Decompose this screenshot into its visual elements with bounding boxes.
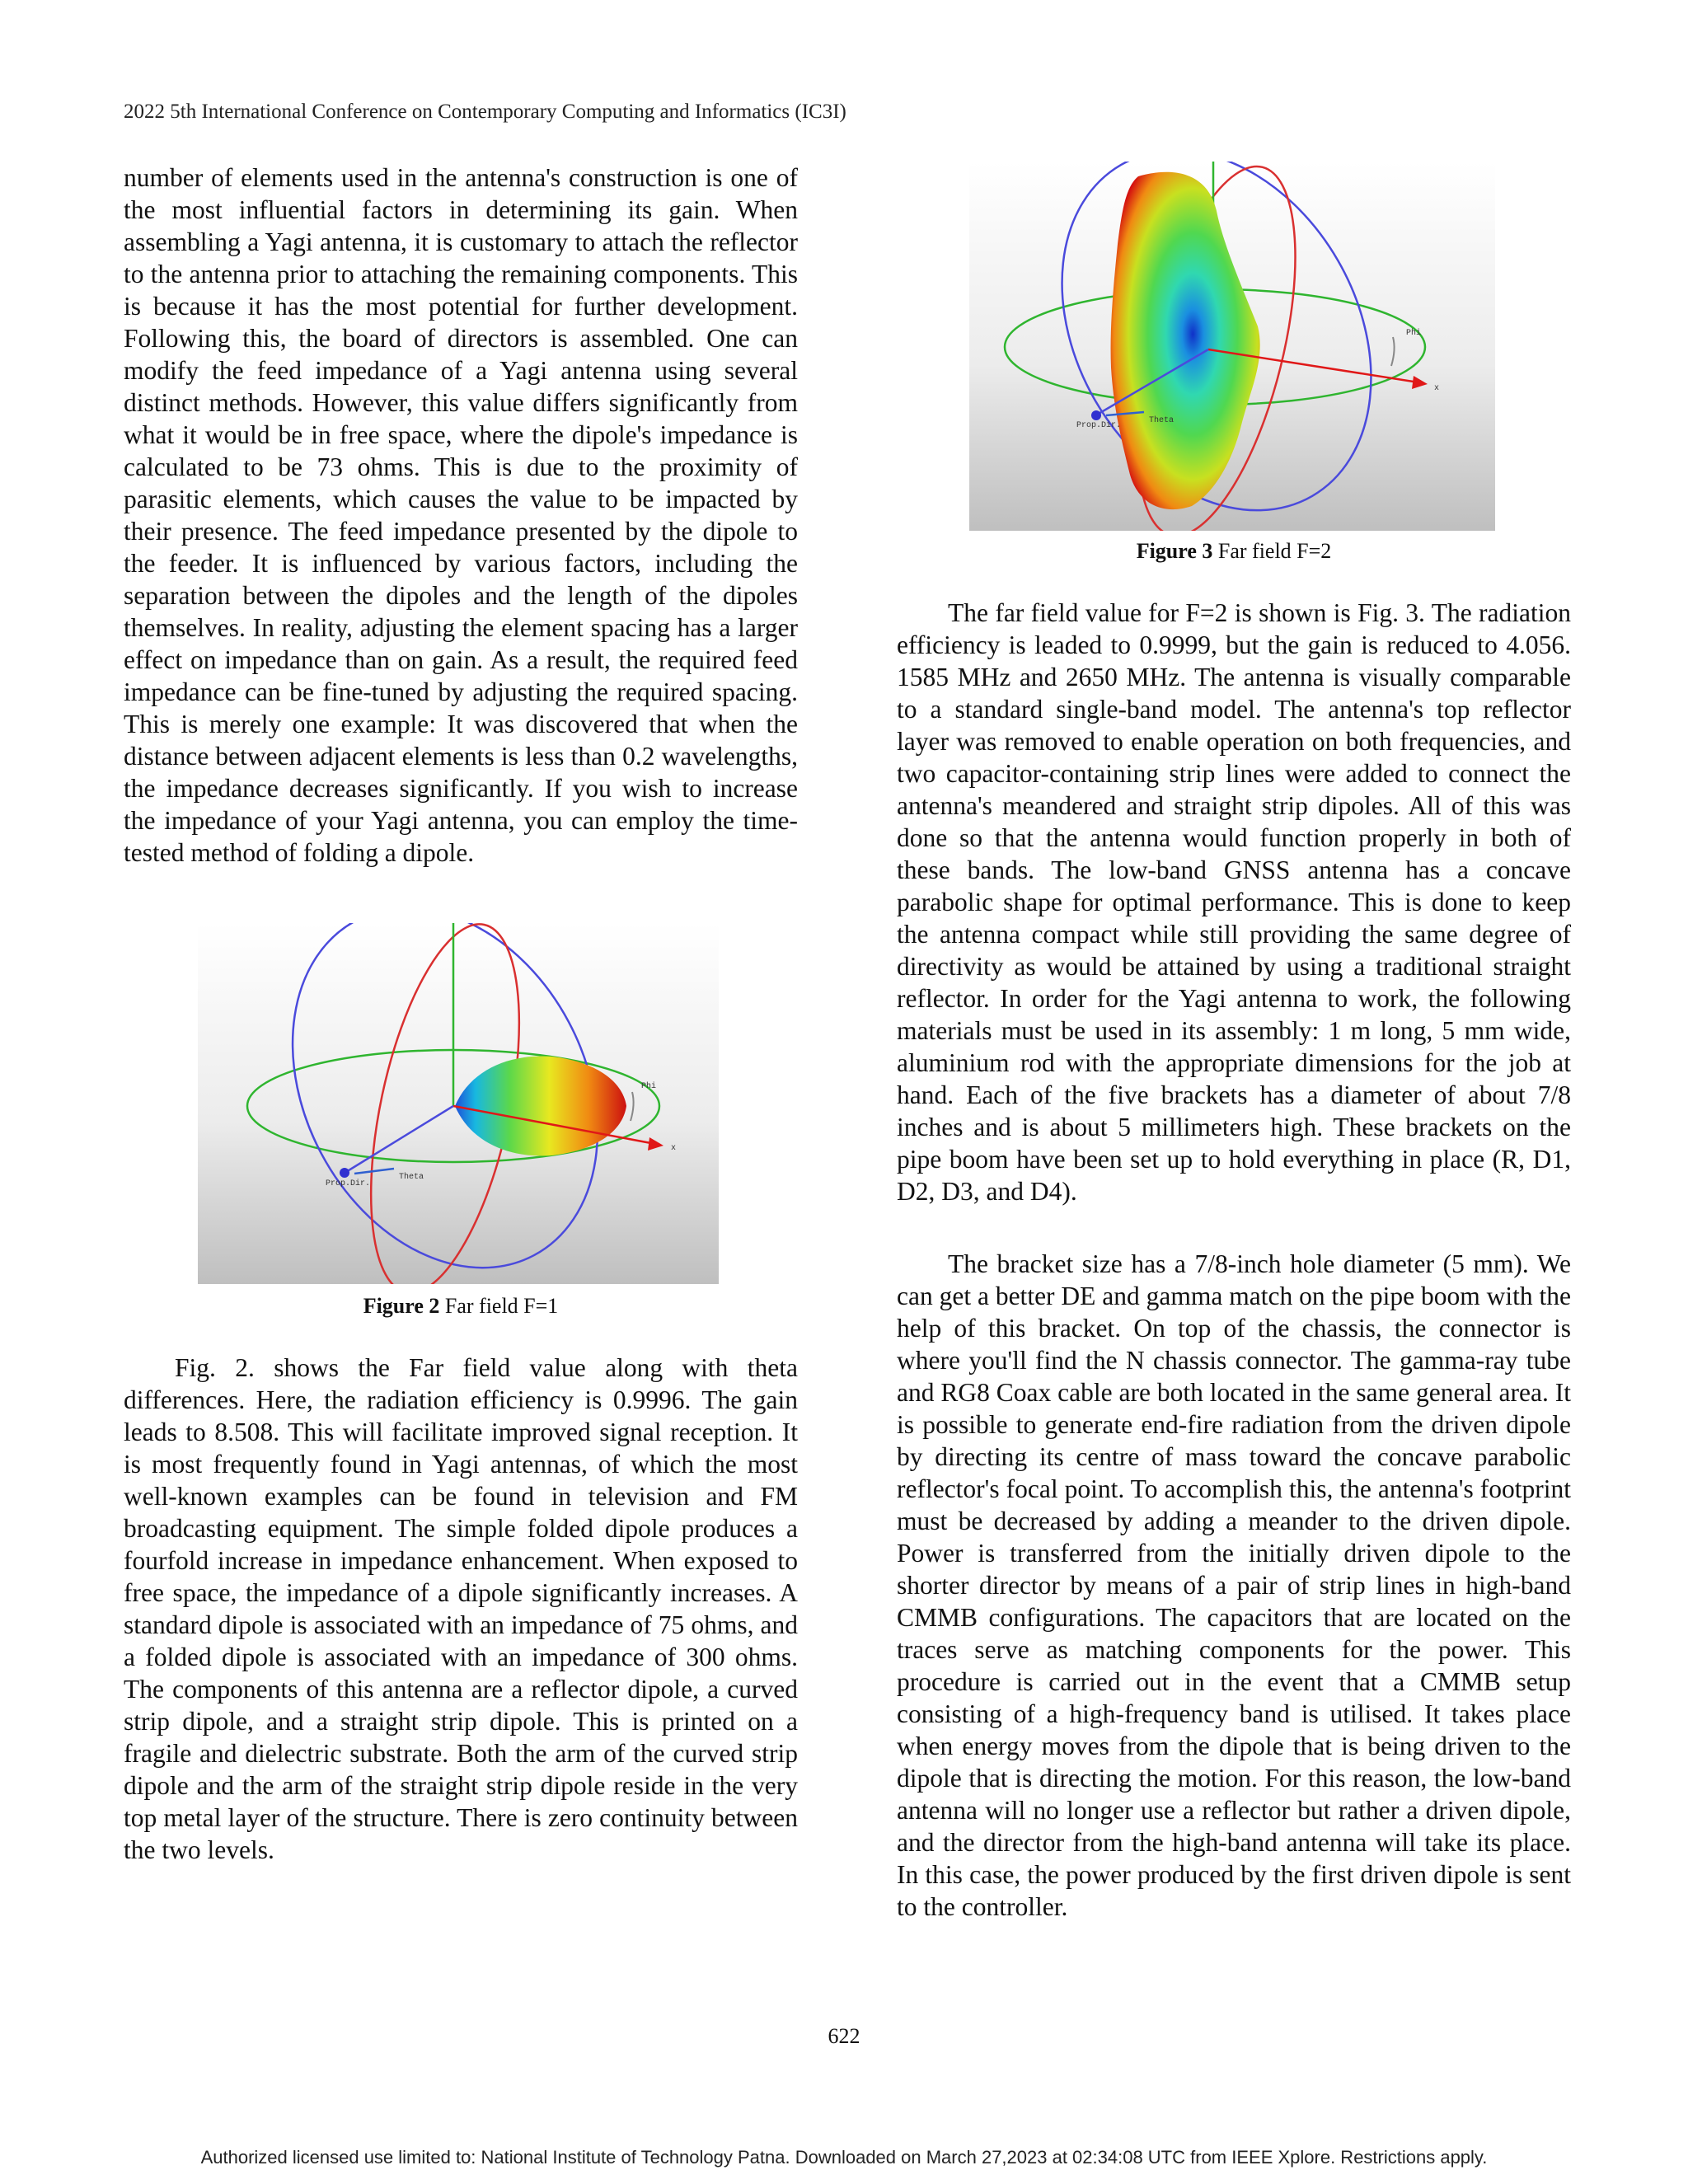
prop-dir-marker [1091,410,1101,420]
figure-2-caption [124,1294,798,1319]
page-number: 622 [828,2024,860,2048]
conference-header: 2022 5th International Conference on Contemporary Computing and Informatics (IC3I) [124,101,846,123]
theta-label: Theta [1149,416,1175,425]
x-axis-arrow [648,1137,663,1151]
figure-3-caption [897,539,1571,564]
left-paragraph-2: Fig. 2. shows the Far field value along with theta differences. Here, the radiation efficiency is 0.9996. The gain leads to 8.508. This will facilitate improved signal reception. It is most frequently found in Yagi antennas, of which the most well-known examples can be found in television and FM broadcasting equipment. The simple folded dipole produces a fourfold increase in impedance enhancement. When exposed to free space, the impedance of a dipole significantly increases. A standard dipole is associated with an impedance of 75 ohms, and a folded dipole is associated with an impedance of 300 ohms. The components of this antenna are a reflector dipole, a curved strip dipole, and a straight strip dipole. This is printed on a fragile and dielectric substrate. Both the arm of the curved strip dipole and the arm of the straight strip dipole reside in the very top metal layer of the structure. There is zero continuity between the two levels. [124,1353,798,1864]
x-label: x [671,1144,677,1153]
right-paragraph-1: The far field value for F=2 is shown is Fig. 3. The radiation efficiency is leaded to 0.9999, but the gain is reduced to 4.056. 1585 MHz and 2650 MHz. The antenna is visually comparable to a standard single-band model. The antenna's top reflector layer was removed to enable operation on both frequencies, and two capacitor-containing strip lines were added to connect the antenna's meandered and straight strip dipoles. All of this was done so that the antenna would function properly in both of these bands. The low-band GNSS antenna has a concave parabolic shape for optimal performance. This is done to keep the antenna compact while still providing the same degree of directivity as would be attained by using a traditional straight reflector. In order for the Yagi antenna to work, the following materials must be used in its assembly: 1 m long, 5 mm wide, aluminium rod with the appropriate dimensions for the job at hand. Each of the five brackets has a diameter of about 7/8 inches and is about 5 millimeters high. These brackets on the pipe boom have been set up to hold everything in place (R, D1, D2, D3, and D4). [897,598,1571,1206]
figure-3-image [969,162,1495,531]
prop-dir-line [342,1106,453,1174]
right-paragraph-2: The bracket size has a 7/8-inch hole diameter (5 mm). We can get a better DE and gamma match on the pipe boom with the help of this bracket. On top of the chassis, the connector is where you'll find the N chassis connector. The gamma-ray tube and RG8 Coax cable are both located in the same general area. It is possible to generate end-fire radiation from the driven dipole by directing its centre of mass toward the concave parabolic reflector's focal point. To accomplish this, the antenna's footprint must be decreased by adding a meander to the driven dipole. Power is transferred from the initially driven dipole to the shorter director by means of a pair of strip lines in high-band CMMB configurations. The capacitors that are located on the traces serve as matching components for the power. This procedure is carried out in the event that a CMMB setup consisting of a high-frequency band is utilised. It takes place when energy moves from the dipole that is being driven to the dipole that is directing the motion. For this reason, the low-band antenna will no longer use a reflector but rather a driven dipole, and the director from the high-band antenna will take its place. In this case, the power produced by the first driven dipole is sent to the controller. [897,1249,1571,1921]
prop-dir-label: Prop.Dir. [1076,421,1122,430]
figure-3-label: Figure 3 [1136,539,1213,563]
far-field-f2-plot [969,162,1495,531]
figure-3-caption-text: Far field F=2 [1217,539,1332,563]
left-column-lower [124,1352,798,1866]
x-axis-arrow [1412,376,1428,389]
prop-dir-marker [340,1168,349,1178]
figure-2-label: Figure 2 [363,1294,440,1318]
left-paragraph-1: number of elements used in the antenna's construction is one of the most influential factors in determining its gain. When assembling a Yagi antenna, it is customary to attach the reflector to the antenna prior to attaching the remaining components. This is because it has the most potential for further development. Following this, the board of directors is assembled. One can modify the feed impedance of a Yagi antenna using several distinct methods. However, this value differs significantly from what it would be in free space, where the dipole's impedance is calculated to be 73 ohms. This is due to the proximity of parasitic elements, which causes the value to be impacted by their presence. The feed impedance presented by the dipole to the feeder. It is influenced by various factors, including the separation between the dipoles and the length of the dipoles themselves. In reality, adjusting the element spacing has a larger effect on impedance than on gain. As a result, the required feed impedance can be fine-tuned by adjusting the required spacing. This is merely one example: It was discovered that when the distance between adjacent elements is less than 0.2 wavelengths, the impedance decreases significantly. If you wish to increase the impedance of your Yagi antenna, you can employ the time-tested method of folding a dipole. [124,163,798,867]
prop-dir-label: Prop.Dir. [326,1179,371,1188]
theta-label: Theta [399,1173,424,1182]
phi-label: Phi [641,1082,657,1091]
phi-label: Phi [1406,329,1422,338]
figure-2-image [198,923,719,1284]
radiation-lobe [455,1057,626,1156]
phi-arc [1391,337,1395,366]
theta-arrow [354,1169,394,1174]
far-field-f1-plot [198,923,719,1284]
left-column [124,162,798,869]
radiation-lobe [1111,172,1260,509]
phi-arc [631,1092,634,1121]
license-footer: Authorized licensed use limited to: National Institute of Technology Patna. Downloaded on March 27,2023 at 02:34:08 UTC from IEEE Xplore. Restrictions apply. [200,2147,1488,2168]
figure-2-caption-text: Far field F=1 [444,1294,559,1318]
x-label: x [1434,384,1440,393]
